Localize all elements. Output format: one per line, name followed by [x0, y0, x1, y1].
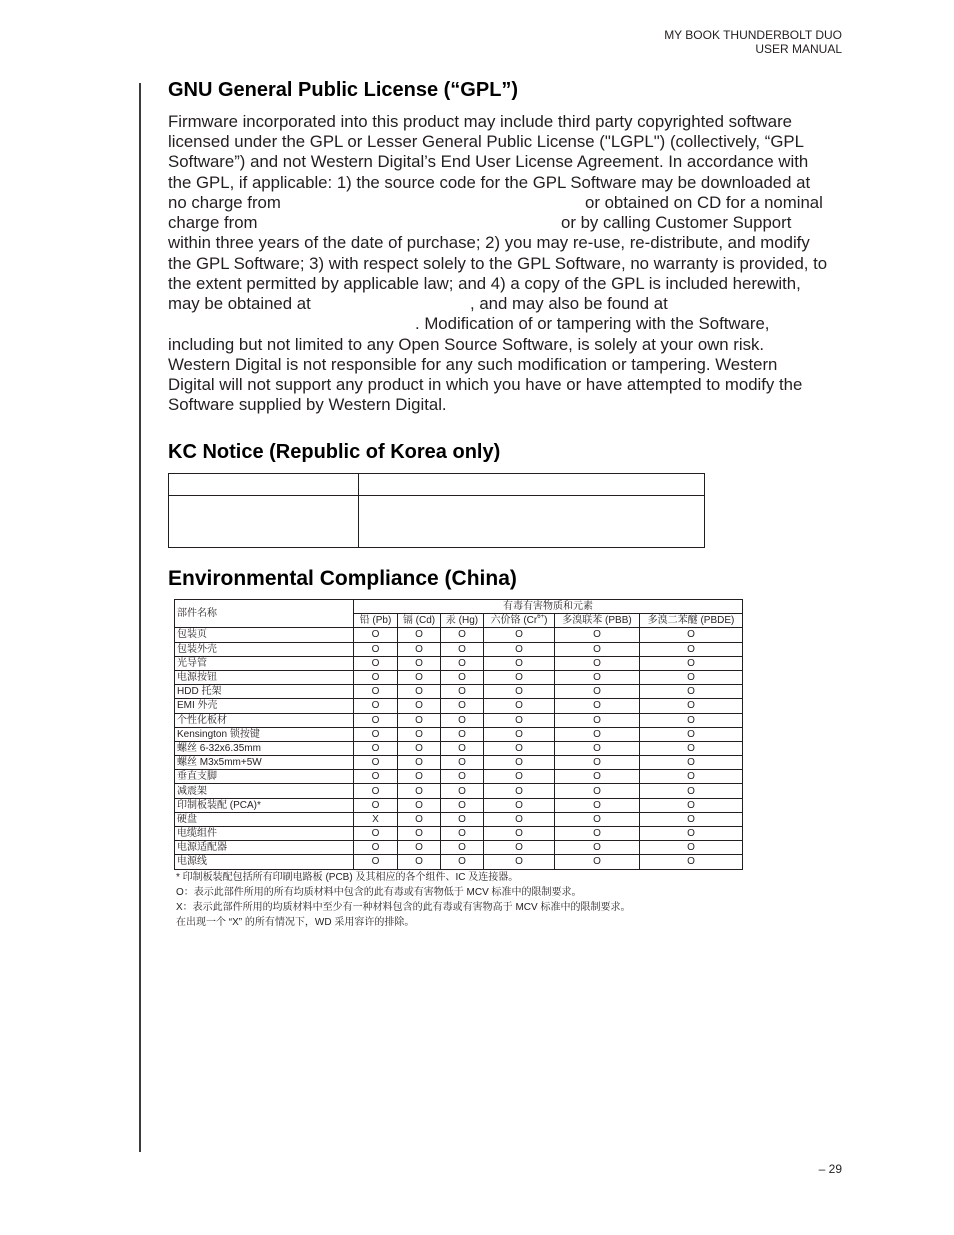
substance-value-cell: O: [398, 827, 441, 841]
pbb-header: 多溴联苯 (PBB): [555, 614, 640, 628]
table-row: [175, 812, 743, 826]
substance-value-cell: O: [640, 727, 743, 741]
substances-group-header: 有毒有害物质和元素: [354, 600, 743, 614]
substance-value-cell: O: [640, 812, 743, 826]
substance-value-cell: O: [354, 685, 398, 699]
table-row: [175, 656, 743, 670]
cadmium-header: 镉 (Cd): [398, 614, 441, 628]
substance-value-cell: O: [441, 713, 484, 727]
gpl-line: [168, 254, 888, 274]
part-name-cell: 包装外壳: [175, 642, 354, 656]
substance-value-cell: O: [484, 628, 555, 642]
kc-cell: [359, 496, 705, 548]
substance-value-cell: O: [484, 770, 555, 784]
substance-value-cell: O: [398, 756, 441, 770]
substance-value-cell: O: [398, 670, 441, 684]
substance-value-cell: O: [354, 656, 398, 670]
substance-value-cell: O: [398, 812, 441, 826]
substance-value-cell: O: [484, 756, 555, 770]
substance-value-cell: O: [354, 784, 398, 798]
substance-value-cell: O: [640, 741, 743, 755]
substance-value-cell: O: [441, 784, 484, 798]
substance-value-cell: O: [640, 656, 743, 670]
substance-value-cell: O: [398, 699, 441, 713]
lead-header: 铅 (Pb): [354, 614, 398, 628]
kc-section-title: KC Notice (Republic of Korea only): [168, 441, 501, 463]
part-name-cell: 硬盘: [175, 812, 354, 826]
gpl-text: or obtained on CD for a nominal: [585, 192, 823, 212]
substance-value-cell: O: [484, 685, 555, 699]
substance-value-cell: O: [441, 642, 484, 656]
substance-value-cell: O: [354, 699, 398, 713]
gpl-text: licensed under the GPL or Lesser General Public License ("LGPL") (collectively, “GPL: [168, 132, 804, 152]
part-name-header: 部件名称: [175, 600, 354, 628]
gpl-line: [168, 274, 888, 294]
kc-cell: [169, 474, 359, 496]
substance-value-cell: O: [354, 756, 398, 770]
substance-value-cell: O: [441, 741, 484, 755]
gpl-text: the extent permitted by applicable law; and 4) a copy of the GPL is included herewith,: [168, 273, 801, 293]
china-compliance-table: [174, 599, 743, 870]
gpl-line: [168, 233, 888, 253]
substance-value-cell: O: [354, 713, 398, 727]
kc-header-row: [169, 474, 705, 496]
substance-value-cell: O: [398, 784, 441, 798]
table-row: [175, 727, 743, 741]
substance-value-cell: O: [640, 770, 743, 784]
china-table-body: [175, 628, 743, 869]
substance-value-cell: O: [640, 855, 743, 869]
table-header-row: [175, 600, 743, 614]
gpl-line: [168, 395, 888, 415]
table-row: [175, 756, 743, 770]
substance-value-cell: O: [640, 628, 743, 642]
gpl-line: [168, 173, 888, 193]
substance-value-cell: O: [640, 670, 743, 684]
part-name-cell: 个性化板材: [175, 713, 354, 727]
part-name-cell: 电源按钮: [175, 670, 354, 684]
part-name-cell: 光导管: [175, 656, 354, 670]
substance-value-cell: O: [484, 798, 555, 812]
part-name-cell: HDD 托架: [175, 685, 354, 699]
substance-value-cell: O: [441, 855, 484, 869]
substance-value-cell: O: [484, 642, 555, 656]
substance-value-cell: O: [354, 741, 398, 755]
gpl-text: no charge from: [168, 192, 281, 212]
kc-cell: [169, 496, 359, 548]
gpl-line: [168, 132, 888, 152]
gpl-text: Firmware incorporated into this product may include third party copyrighted software: [168, 112, 792, 131]
kc-cell: [359, 474, 705, 496]
substance-value-cell: O: [640, 642, 743, 656]
gpl-section-title: GNU General Public License (“GPL”): [168, 79, 519, 101]
substance-value-cell: O: [555, 685, 640, 699]
gpl-text: including but not limited to any Open Source Software, is solely at your own risk.: [168, 334, 765, 354]
china-table-notes: [176, 870, 630, 930]
substance-value-cell: O: [484, 713, 555, 727]
substance-value-cell: O: [354, 770, 398, 784]
substance-value-cell: O: [555, 798, 640, 812]
substance-value-cell: O: [555, 713, 640, 727]
substance-value-cell: O: [640, 756, 743, 770]
part-name-cell: 电源线: [175, 855, 354, 869]
substance-value-cell: O: [441, 685, 484, 699]
table-row: [175, 699, 743, 713]
substance-value-cell: O: [441, 770, 484, 784]
table-row: [175, 798, 743, 812]
margin-rule: [139, 83, 141, 1152]
substance-value-cell: O: [354, 827, 398, 841]
substance-value-cell: O: [398, 855, 441, 869]
substance-value-cell: O: [640, 841, 743, 855]
substance-value-cell: O: [354, 628, 398, 642]
part-name-cell: 螺丝 6-32x6.35mm: [175, 741, 354, 755]
substance-value-cell: O: [441, 798, 484, 812]
substance-value-cell: O: [555, 670, 640, 684]
footnote-pca: * 印制板装配包括所有印刷电路板 (PCB) 及其相应的各个组件、IC 及连接器。: [176, 872, 519, 883]
gpl-text: Digital will not support any product in which you have or have attempted to modify the: [168, 375, 803, 395]
substance-value-cell: O: [640, 699, 743, 713]
chromium-header: [484, 614, 555, 628]
part-name-cell: EMI 外壳: [175, 699, 354, 713]
table-row: [175, 713, 743, 727]
substance-value-cell: O: [354, 798, 398, 812]
substance-value-cell: O: [484, 841, 555, 855]
gpl-line: [168, 152, 888, 172]
substance-value-cell: O: [484, 727, 555, 741]
footnote-exemption: 在出现一个 “X” 的所有情况下，WD 采用容许的排除。: [176, 917, 415, 928]
substance-value-cell: O: [354, 841, 398, 855]
substance-value-cell: O: [398, 628, 441, 642]
substance-value-cell: O: [555, 741, 640, 755]
gpl-line: [168, 314, 888, 334]
substance-value-cell: O: [441, 827, 484, 841]
substance-value-cell: O: [640, 827, 743, 841]
substance-value-cell: O: [555, 699, 640, 713]
gpl-text: or by calling Customer Support: [561, 213, 792, 233]
substance-value-cell: O: [354, 642, 398, 656]
substance-value-cell: O: [354, 855, 398, 869]
substance-value-cell: O: [555, 656, 640, 670]
gpl-text: charge from: [168, 213, 258, 233]
substance-value-cell: O: [484, 812, 555, 826]
gpl-line: [168, 335, 888, 355]
footnote-o-legend: O：表示此部件所用的所有均质材料中包含的此有毒或有害物低于 MCV 标准中的限制要求。: [176, 887, 582, 898]
substance-value-cell: O: [398, 798, 441, 812]
substance-value-cell: O: [555, 784, 640, 798]
substance-value-cell: O: [484, 656, 555, 670]
substance-value-cell: O: [555, 827, 640, 841]
running-header: [664, 28, 842, 56]
chromium-header-label: 六价铬 (Cr: [490, 615, 538, 627]
gpl-paragraph: [168, 112, 888, 416]
header-product-title: MY BOOK THUNDERBOLT DUO: [664, 28, 842, 42]
table-row: [175, 685, 743, 699]
substance-value-cell: O: [555, 841, 640, 855]
substance-value-cell: O: [555, 756, 640, 770]
substance-value-cell: O: [441, 656, 484, 670]
substance-value-cell: O: [640, 713, 743, 727]
substance-value-cell: O: [640, 798, 743, 812]
chromium-header-close: ): [544, 615, 548, 627]
gpl-line: [168, 355, 888, 375]
substance-value-cell: O: [484, 784, 555, 798]
table-row: [175, 670, 743, 684]
substance-value-cell: O: [441, 628, 484, 642]
part-name-cell: Kensington 锁按键: [175, 727, 354, 741]
substance-value-cell: O: [484, 699, 555, 713]
table-row: [175, 827, 743, 841]
substance-value-cell: O: [354, 670, 398, 684]
table-row: [175, 628, 743, 642]
gpl-text: Software supplied by Western Digital.: [168, 395, 447, 415]
substance-value-cell: O: [484, 670, 555, 684]
kc-body-row: [169, 496, 705, 548]
part-name-cell: 电源适配器: [175, 841, 354, 855]
substance-value-cell: O: [484, 827, 555, 841]
part-name-cell: 垂直支脚: [175, 770, 354, 784]
gpl-text: within three years of the date of purchase; 2) you may re-use, re-distribute, and modify: [168, 233, 810, 253]
table-row: [175, 855, 743, 869]
table-row: [175, 770, 743, 784]
substance-value-cell: O: [398, 713, 441, 727]
substance-value-cell: O: [555, 642, 640, 656]
chromium-header-superscript: 6+: [537, 614, 545, 621]
table-row: [175, 784, 743, 798]
china-section-title: Environmental Compliance (China): [168, 567, 517, 590]
substance-value-cell: O: [441, 841, 484, 855]
substance-value-cell: O: [640, 685, 743, 699]
gpl-line: [168, 112, 888, 132]
substance-value-cell: O: [441, 727, 484, 741]
gpl-text: the GPL, if applicable: 1) the source code for the GPL Software may be downloaded at: [168, 172, 811, 192]
mercury-header: 汞 (Hg): [441, 614, 484, 628]
part-name-cell: 电缆组件: [175, 827, 354, 841]
pbde-header: 多溴二苯醚 (PBDE): [640, 614, 743, 628]
gpl-line: [168, 294, 888, 314]
substance-value-cell: O: [441, 812, 484, 826]
substance-value-cell: O: [398, 685, 441, 699]
substance-value-cell: O: [555, 770, 640, 784]
gpl-text: . Modification of or tampering with the Software,: [415, 314, 770, 334]
gpl-text: Western Digital is not responsible for any such modification or tampering. Western: [168, 354, 778, 374]
substance-value-cell: O: [484, 855, 555, 869]
substance-value-cell: O: [398, 656, 441, 670]
substance-value-cell: O: [555, 628, 640, 642]
substance-value-cell: O: [640, 784, 743, 798]
page-number: – 29: [818, 1162, 842, 1176]
table-row: [175, 841, 743, 855]
substance-value-cell: O: [398, 727, 441, 741]
part-name-cell: 包装页: [175, 628, 354, 642]
substance-value-cell: O: [441, 699, 484, 713]
part-name-cell: 印制板装配 (PCA)*: [175, 798, 354, 812]
substance-value-cell: O: [555, 812, 640, 826]
substance-value-cell: O: [398, 741, 441, 755]
header-document-title: USER MANUAL: [755, 42, 842, 56]
gpl-line: [168, 375, 888, 395]
substance-value-cell: O: [555, 855, 640, 869]
part-name-cell: 减震架: [175, 784, 354, 798]
substance-value-cell: O: [398, 770, 441, 784]
substance-value-cell: O: [398, 841, 441, 855]
substance-value-cell: O: [555, 727, 640, 741]
gpl-text: may be obtained at: [168, 294, 311, 314]
substance-value-cell: O: [441, 670, 484, 684]
part-name-cell: 螺丝 M3x5mm+5W: [175, 756, 354, 770]
table-row: [175, 741, 743, 755]
gpl-text: , and may also be found at: [470, 294, 668, 314]
gpl-line: [168, 193, 888, 213]
gpl-line: [168, 213, 888, 233]
footnote-x-legend: X：表示此部件所用的均质材料中至少有一种材料包含的此有毒或有害物高于 MCV 标准中的限制要求。: [176, 902, 631, 913]
substance-value-cell: O: [354, 727, 398, 741]
substance-value-cell: O: [484, 741, 555, 755]
table-row: [175, 642, 743, 656]
substance-value-cell: O: [441, 756, 484, 770]
gpl-text: Software”) and not Western Digital’s End User License Agreement. In accordance with: [168, 152, 809, 172]
substance-value-cell: O: [398, 642, 441, 656]
gpl-text: the GPL Software; 3) with respect solely to the GPL Software, no warranty is provided, to: [168, 253, 828, 273]
kc-notice-table: [168, 473, 705, 548]
substance-value-cell: X: [354, 812, 398, 826]
